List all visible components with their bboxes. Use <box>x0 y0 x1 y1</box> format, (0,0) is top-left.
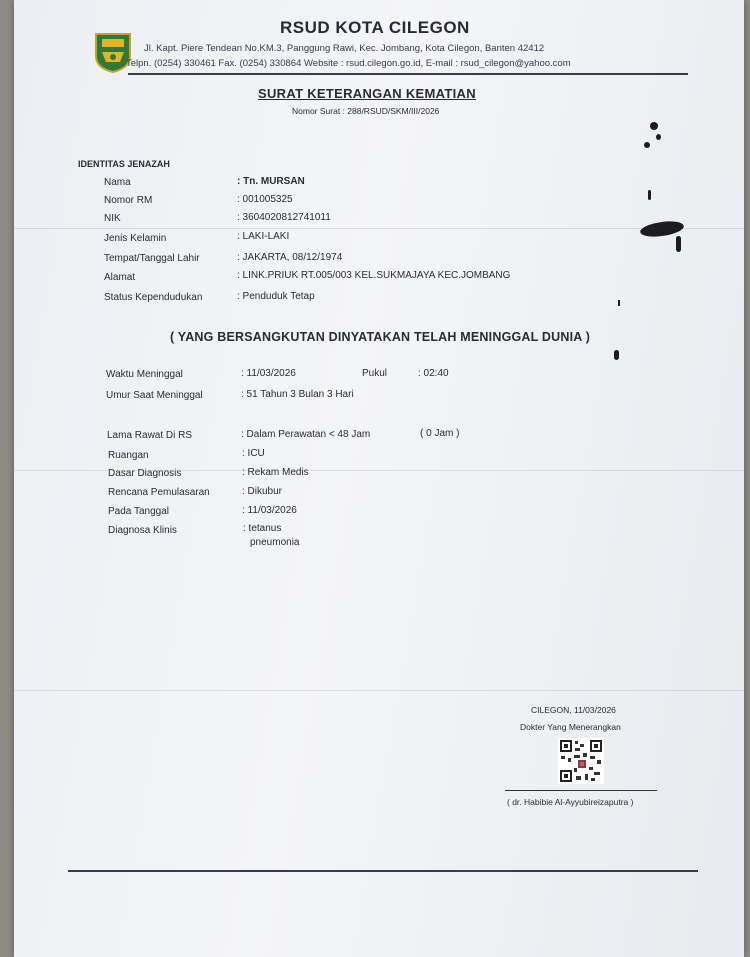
identity-value: : 001005325 <box>237 194 293 205</box>
identity-section-title: IDENTITAS JENAZAH <box>78 159 170 169</box>
diagnosis-label: Diagnosa Klinis <box>108 525 177 536</box>
fold-line <box>14 228 744 229</box>
ink-stain <box>650 122 658 130</box>
identity-label: Nama <box>104 177 131 188</box>
care-label: Dasar Diagnosis <box>108 468 182 479</box>
death-hour-value: : 02:40 <box>418 368 449 379</box>
ink-stain <box>648 190 651 200</box>
signature-line <box>505 790 657 791</box>
stay-hours: ( 0 Jam ) <box>420 428 460 439</box>
identity-label: Alamat <box>104 272 136 283</box>
identity-label: Nomor RM <box>104 195 153 206</box>
death-declaration: ( YANG BERSANGKUTAN DINYATAKAN TELAH MENINGGAL DUNIA ) <box>170 330 591 344</box>
identity-label: Status Kependudukan <box>104 292 203 303</box>
death-age-value: : 51 Tahun 3 Bulan 3 Hari <box>241 389 354 400</box>
care-value: : ICU <box>242 448 265 459</box>
hospital-contact: Telpn. (0254) 330461 Fax. (0254) 330864 Website : rsud.cilegon.go.id, E-mail : rsud_cilegon@yahoo.com <box>126 58 571 69</box>
identity-value: : Tn. MURSAN <box>237 176 305 187</box>
identity-value: : LAKI-LAKI <box>237 231 290 242</box>
footer-rule <box>68 870 698 872</box>
fold-line <box>14 690 744 691</box>
care-value: : Dikubur <box>242 486 283 497</box>
stay-label: Lama Rawat Di RS <box>107 430 193 441</box>
death-age-label: Umur Saat Meninggal <box>106 390 203 401</box>
signature-city-date: CILEGON, 11/03/2026 <box>531 705 616 715</box>
identity-value: : JAKARTA, 08/12/1974 <box>237 252 343 263</box>
qr-code <box>558 738 604 784</box>
identity-label: NIK <box>104 213 121 224</box>
care-value: : 11/03/2026 <box>242 505 297 516</box>
care-label: Pada Tanggal <box>108 506 169 517</box>
care-label: Rencana Pemulasaran <box>108 487 210 498</box>
care-label: Ruangan <box>108 450 149 461</box>
doctor-name: ( dr. Habibie Al-Ayyubireizaputra ) <box>507 797 634 807</box>
signature-role: Dokter Yang Menerangkan <box>520 722 621 732</box>
ink-stain <box>656 134 661 140</box>
identity-label: Jenis Kelamin <box>104 233 167 244</box>
document-number: Nomor Surat : 288/RSUD/SKM/III/2026 <box>292 106 440 116</box>
identity-label: Tempat/Tanggal Lahir <box>104 253 200 264</box>
stay-value: : Dalam Perawatan < 48 Jam <box>241 429 371 440</box>
document-title: SURAT KETERANGAN KEMATIAN <box>258 86 476 101</box>
ink-stain <box>676 236 681 252</box>
ink-stain <box>614 350 619 360</box>
diagnosis-value-2: pneumonia <box>250 537 300 548</box>
ink-stain <box>618 300 620 306</box>
identity-value: : 3604020812741011 <box>237 212 331 223</box>
header-rule <box>128 73 688 75</box>
death-time-label: Waktu Meninggal <box>106 369 183 380</box>
diagnosis-value: : tetanus <box>243 523 282 534</box>
care-value: : Rekam Medis <box>242 467 309 478</box>
identity-value: : Penduduk Tetap <box>237 291 315 302</box>
death-hour-label: Pukul <box>362 368 388 379</box>
death-date-value: : 11/03/2026 <box>241 368 296 379</box>
ink-stain <box>644 142 650 148</box>
identity-value: : LINK.PRIUK RT.005/003 KEL.SUKMAJAYA KEC.JOMBANG <box>237 270 511 281</box>
hospital-address: Jl. Kapt. Piere Tendean No.KM.3, Panggung Rawi, Kec. Jombang, Kota Cilegon, Banten 42412 <box>144 43 545 54</box>
hospital-name: RSUD KOTA CILEGON <box>280 18 470 37</box>
